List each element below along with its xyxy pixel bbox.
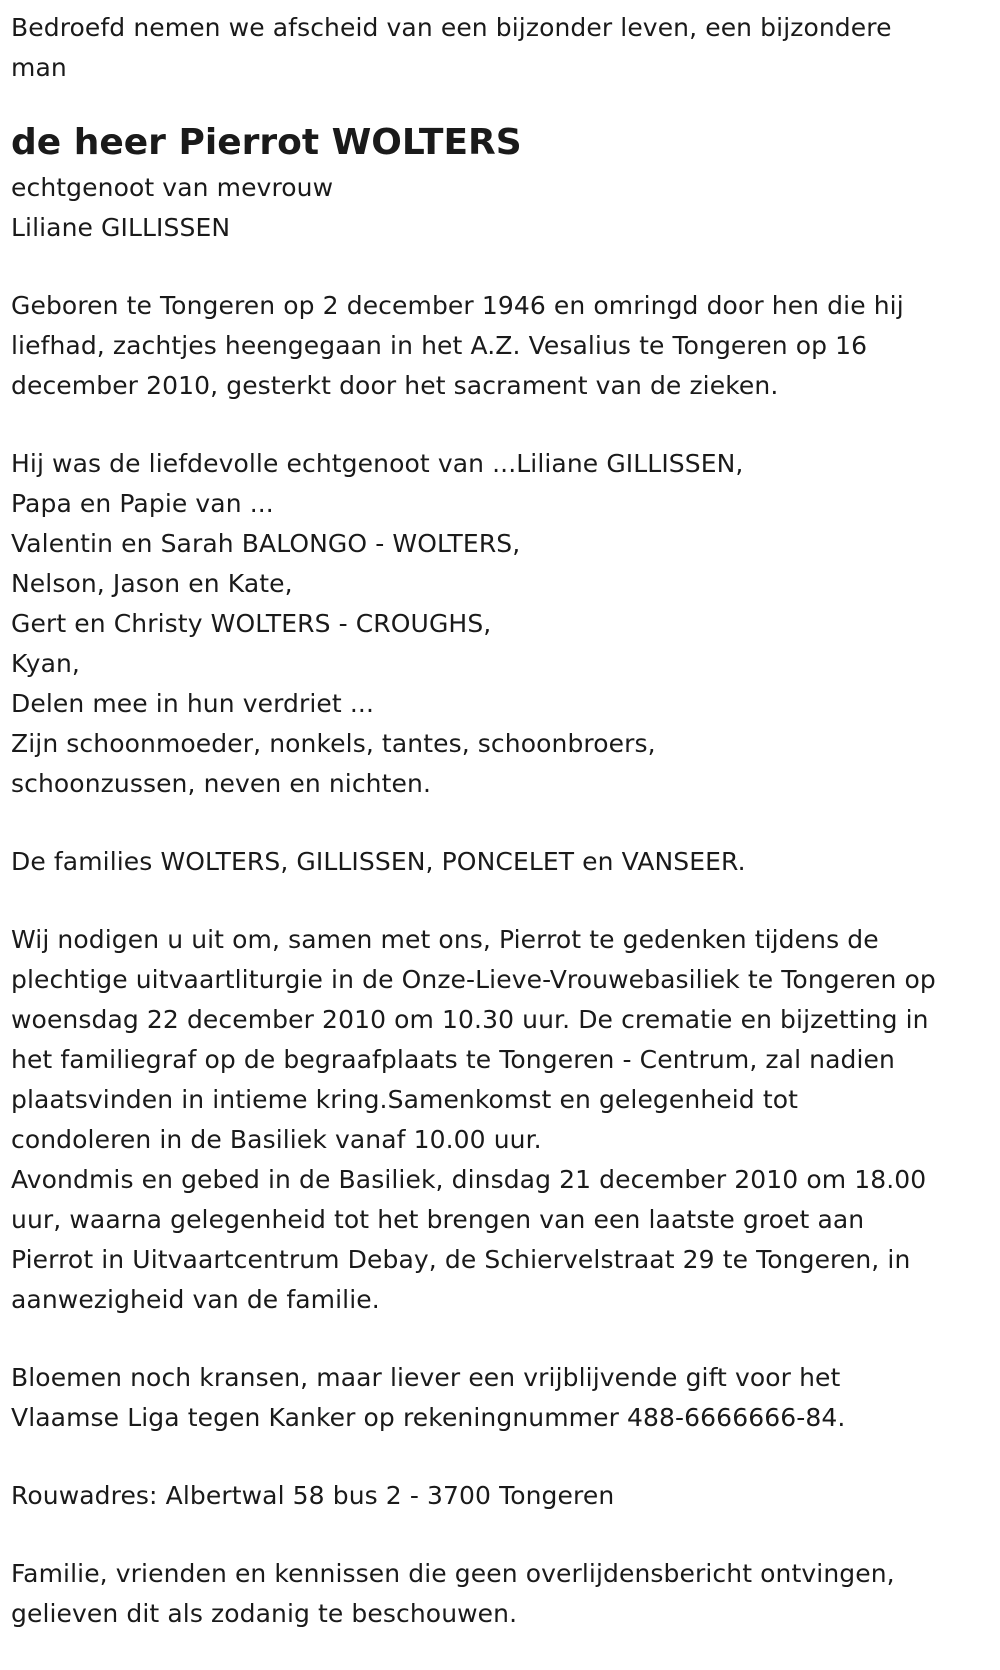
family-line: Gert en Christy WOLTERS - CROUGHS,	[11, 609, 492, 638]
closing-line: Familie, vrienden en kennissen die geen overlijdensbericht ontvingen,	[11, 1559, 895, 1588]
address-paragraph	[11, 1476, 990, 1516]
family-paragraph	[11, 444, 990, 804]
deceased-name-heading: de heer Pierrot WOLTERS	[11, 122, 522, 163]
family-line: Papa en Papie van ...	[11, 489, 274, 518]
ceremony-line: plaatsvinden in intieme kring.Samenkomst en gelegenheid tot	[11, 1085, 799, 1114]
address-line: Rouwadres: Albertwal 58 bus 2 - 3700 Tongeren	[11, 1481, 615, 1510]
family-line: Zijn schoonmoeder, nonkels, tantes, schoonbroers,	[11, 729, 656, 758]
ceremony-line: woensdag 22 december 2010 om 10.30 uur. De crematie en bijzetting in	[11, 1005, 929, 1034]
ceremony-line: Avondmis en gebed in de Basiliek, dinsdag 21 december 2010 om 18.00	[11, 1165, 927, 1194]
birth-death-paragraph	[11, 286, 990, 406]
ceremony-paragraph	[11, 920, 990, 1320]
intro-line: man	[11, 53, 67, 82]
family-line: Hij was de liefdevolle echtgenoot van ...Liliane GILLISSEN,	[11, 449, 744, 478]
birth-death-line: Geboren te Tongeren op 2 december 1946 en omringd door hen die hij	[11, 291, 904, 320]
intro-line: Bedroefd nemen we afscheid van een bijzonder leven, een bijzondere	[11, 13, 892, 42]
ceremony-line: aanwezigheid van de familie.	[11, 1285, 380, 1314]
spouse-line: echtgenoot van mevrouw	[11, 173, 334, 202]
family-line: Delen mee in hun verdriet ...	[11, 689, 375, 718]
birth-death-line: liefhad, zachtjes heengegaan in het A.Z. Vesalius te Tongeren op 16	[11, 331, 868, 360]
ceremony-line: condoleren in de Basiliek vanaf 10.00 uur.	[11, 1125, 542, 1154]
ceremony-line: plechtige uitvaartliturgie in de Onze-Lieve-Vrouwebasiliek te Tongeren op	[11, 965, 936, 994]
family-line: schoonzussen, neven en nichten.	[11, 769, 432, 798]
birth-death-line: december 2010, gesterkt door het sacrament van de zieken.	[11, 371, 779, 400]
donation-line: Vlaamse Liga tegen Kanker op rekeningnummer 488-6666666-84.	[11, 1403, 846, 1432]
ceremony-line: Wij nodigen u uit om, samen met ons, Pierrot te gedenken tijdens de	[11, 925, 879, 954]
ceremony-line: het familiegraf op de begraafplaats te Tongeren - Centrum, zal nadien	[11, 1045, 895, 1074]
closing-paragraph	[11, 1554, 990, 1634]
spouse-paragraph	[11, 168, 990, 248]
intro-paragraph	[11, 8, 990, 88]
family-line: Valentin en Sarah BALONGO - WOLTERS,	[11, 529, 521, 558]
closing-line: gelieven dit als zodanig te beschouwen.	[11, 1599, 518, 1628]
ceremony-line: uur, waarna gelegenheid tot het brengen van een laatste groet aan	[11, 1205, 865, 1234]
spouse-line: Liliane GILLISSEN	[11, 213, 231, 242]
family-line: Nelson, Jason en Kate,	[11, 569, 293, 598]
families-line: De families WOLTERS, GILLISSEN, PONCELET en VANSEER.	[11, 847, 746, 876]
ceremony-line: Pierrot in Uitvaartcentrum Debay, de Schiervelstraat 29 te Tongeren, in	[11, 1245, 911, 1274]
donation-line: Bloemen noch kransen, maar liever een vrijblijvende gift voor het	[11, 1363, 841, 1392]
donation-paragraph	[11, 1358, 990, 1438]
family-line: Kyan,	[11, 649, 80, 678]
families-paragraph	[11, 842, 990, 882]
